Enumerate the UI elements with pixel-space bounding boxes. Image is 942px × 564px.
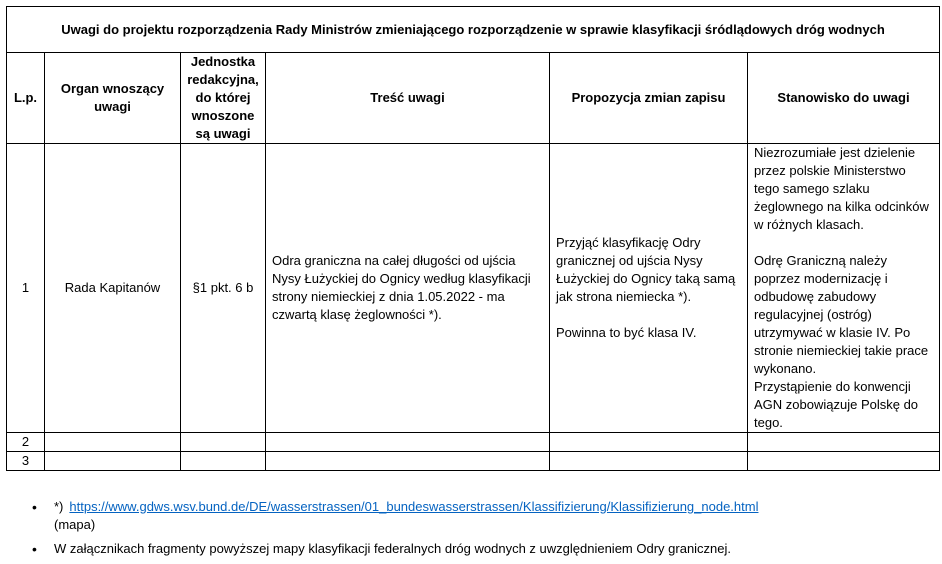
footnote-marker: *) [54,499,64,514]
cell-organ: Rada Kapitanów [45,144,181,433]
cell-stanowisko: Niezrozumiałe jest dzielenie przez polskie Ministerstwo tego samego szlaku żeglownego na kilka odcinków w różnych klasach. Odrę Graniczną należy poprzez modernizację i odbudowę zabudowy regulacyjnej (ostróg) utrzymywać w klasie IV. Po stronie niemieckiej takie prace wykonano. Przystąpienie do konwencji AGN zobowiązuje Polskę do tego. [748,144,940,433]
cell-jednostka: §1 pkt. 6 b [181,144,266,433]
table-row [7,433,940,452]
cell-empty [748,433,940,452]
cell-lp: 1 [7,144,45,433]
footnote-map-label: (mapa) [54,517,96,532]
footnote-2 [28,540,908,558]
header-jednostka: Jednostka redakcyjna, do której wnoszone są uwagi [181,53,266,144]
header-tresc: Treść uwagi [266,53,550,144]
cell-empty [550,452,748,471]
bullet-icon: • [32,499,37,515]
header-organ: Organ wnoszący uwagi [45,53,181,144]
cell-tresc: Odra graniczna na całej długości od ujścia Nysy Łużyckiej do Ognicy według klasyfikacji strony niemieckiej z dnia 1.05.2022 - ma czwartą klasę żeglowności *). [266,144,550,433]
cell-lp: 2 [7,433,45,452]
footnote-1 [28,498,908,534]
table-row [7,144,940,433]
header-propozycja: Propozycja zmian zapisu [550,53,748,144]
cell-lp: 3 [7,452,45,471]
table-title: Uwagi do projektu rozporządzenia Rady Ministrów zmieniającego rozporządzenie w sprawie klasyfikacji śródlądowych dróg wodnych [7,7,940,53]
title-row [7,7,940,53]
cell-empty [748,452,940,471]
header-lp: L.p. [7,53,45,144]
cell-propozycja: Przyjąć klasyfikację Odry granicznej od ujścia Nysy Łużyckiej do Ognicy taką samą jak strona niemiecka *). Powinna to być klasa IV. [550,144,748,433]
cell-empty [266,433,550,452]
cell-empty [181,452,266,471]
table-row [7,452,940,471]
header-stanowisko: Stanowisko do uwagi [748,53,940,144]
bullet-icon: • [32,541,37,557]
cell-empty [266,452,550,471]
header-row [7,53,940,144]
footnote-attachments-text: W załącznikach fragmenty powyższej mapy klasyfikacji federalnych dróg wodnych z uwzględnieniem Odry granicznej. [54,541,732,556]
cell-empty [45,452,181,471]
cell-empty [45,433,181,452]
footnotes [28,498,908,564]
classification-link[interactable]: https://www.gdws.wsv.bund.de/DE/wasserstrassen/01_bundeswasserstrassen/Klassifizierung/Klassifizierung_node.html [69,499,759,514]
cell-empty [181,433,266,452]
cell-empty [550,433,748,452]
remarks-table [6,6,940,471]
